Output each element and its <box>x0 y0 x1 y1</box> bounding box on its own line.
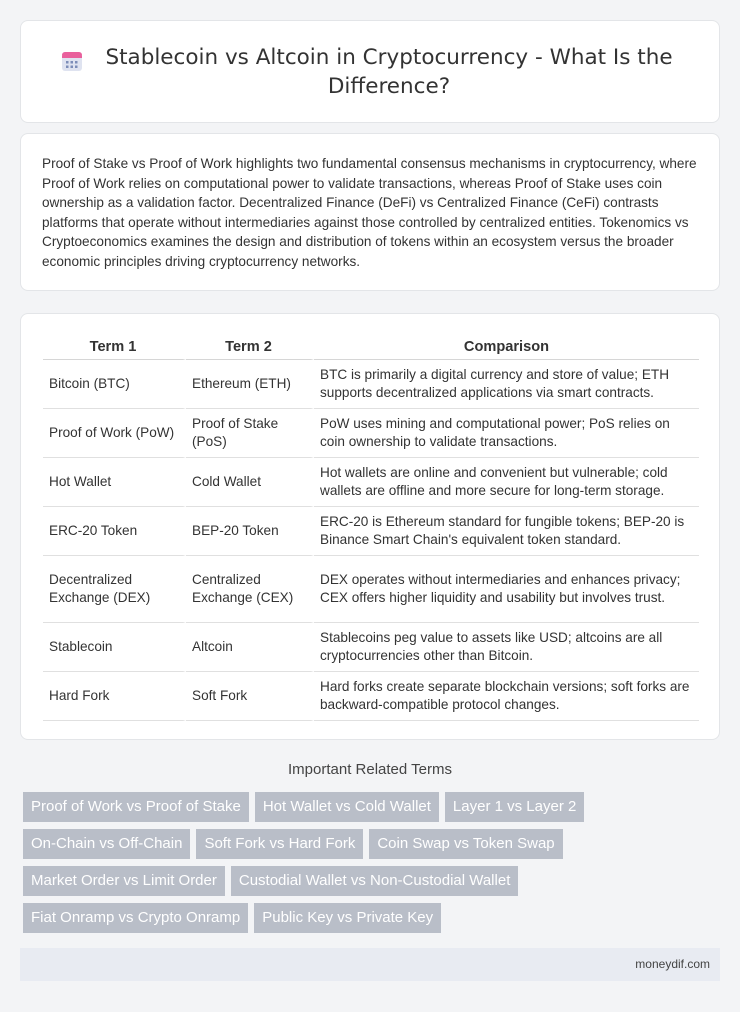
table-cell: Ethereum (ETH) <box>186 360 314 409</box>
table-cell: Proof of Work (PoW) <box>43 409 186 458</box>
related-terms-list <box>23 792 723 940</box>
calendar-icon <box>60 49 84 78</box>
column-header-term1: Term 1 <box>43 334 186 360</box>
page-title: Stablecoin vs Altcoin in Cryptocurrency - What Is the Difference? <box>105 44 673 99</box>
footer-site-link[interactable]: moneydif.com <box>635 957 710 971</box>
related-term-link[interactable]: Hot Wallet vs Cold Wallet <box>255 792 439 822</box>
table-cell: PoW uses mining and computational power; PoS relies on coin ownership to validate transactions. <box>314 409 699 458</box>
table-cell: BEP-20 Token <box>186 507 314 556</box>
related-term-link[interactable]: Proof of Work vs Proof of Stake <box>23 792 249 822</box>
related-term-link[interactable]: Layer 1 vs Layer 2 <box>445 792 584 822</box>
table-cell: ERC-20 is Ethereum standard for fungible tokens; BEP-20 is Binance Smart Chain's equivalent token standard. <box>314 507 699 556</box>
table-cell: Centralized Exchange (CEX) <box>186 556 314 623</box>
table-row <box>43 623 699 672</box>
table-row <box>43 556 699 623</box>
table-cell: BTC is primarily a digital currency and store of value; ETH supports decentralized applications via smart contracts. <box>314 360 699 409</box>
table-cell: Hot Wallet <box>43 458 186 507</box>
comparison-table-card <box>20 313 720 740</box>
footer <box>20 948 720 981</box>
table-row <box>43 458 699 507</box>
table-cell: Hard forks create separate blockchain versions; soft forks are backward-compatible protocol changes. <box>314 672 699 721</box>
table-cell: Stablecoin <box>43 623 186 672</box>
table-cell: ERC-20 Token <box>43 507 186 556</box>
table-header-row <box>43 334 699 360</box>
table-row <box>43 507 699 556</box>
column-header-term2: Term 2 <box>186 334 314 360</box>
table-cell: Altcoin <box>186 623 314 672</box>
table-cell: Hard Fork <box>43 672 186 721</box>
table-cell: Bitcoin (BTC) <box>43 360 186 409</box>
table-cell: Hot wallets are online and convenient but vulnerable; cold wallets are offline and more secure for long-term storage. <box>314 458 699 507</box>
table-cell: Decentralized Exchange (DEX) <box>43 556 186 623</box>
intro-card <box>20 133 720 291</box>
table-row <box>43 360 699 409</box>
table-cell: DEX operates without intermediaries and enhances privacy; CEX offers higher liquidity and usability but involves trust. <box>314 556 699 623</box>
related-term-link[interactable]: Custodial Wallet vs Non-Custodial Wallet <box>231 866 519 896</box>
related-term-link[interactable]: Public Key vs Private Key <box>254 903 441 933</box>
related-term-link[interactable]: Market Order vs Limit Order <box>23 866 225 896</box>
intro-paragraph: Proof of Stake vs Proof of Work highlights two fundamental consensus mechanisms in cryptocurrency, where Proof of Work relies on computational power to validate transactions, whereas Proof of Stake uses coin ownership as a validation factor. Decentralized Finance (DeFi) vs Centralized Finance (CeFi) contrasts platforms that operate without intermediaries against those controlled by centralized entities. Tokenomics vs Cryptoeconomics examines the design and distribution of tokens within an ecosystem versus the broader economic principles driving cryptocurrency networks. <box>42 156 697 269</box>
comparison-table <box>43 334 699 721</box>
column-header-comparison: Comparison <box>314 334 699 360</box>
related-term-link[interactable]: Fiat Onramp vs Crypto Onramp <box>23 903 248 933</box>
related-term-link[interactable]: Soft Fork vs Hard Fork <box>196 829 363 859</box>
table-cell: Cold Wallet <box>186 458 314 507</box>
table-cell: Soft Fork <box>186 672 314 721</box>
related-term-link[interactable]: On-Chain vs Off-Chain <box>23 829 190 859</box>
table-row <box>43 672 699 721</box>
header-card <box>20 20 720 123</box>
table-row <box>43 409 699 458</box>
related-term-link[interactable]: Coin Swap vs Token Swap <box>369 829 562 859</box>
table-cell: Proof of Stake (PoS) <box>186 409 314 458</box>
related-terms-heading: Important Related Terms <box>288 761 452 778</box>
table-cell: Stablecoins peg value to assets like USD; altcoins are all cryptocurrencies other than Bitcoin. <box>314 623 699 672</box>
